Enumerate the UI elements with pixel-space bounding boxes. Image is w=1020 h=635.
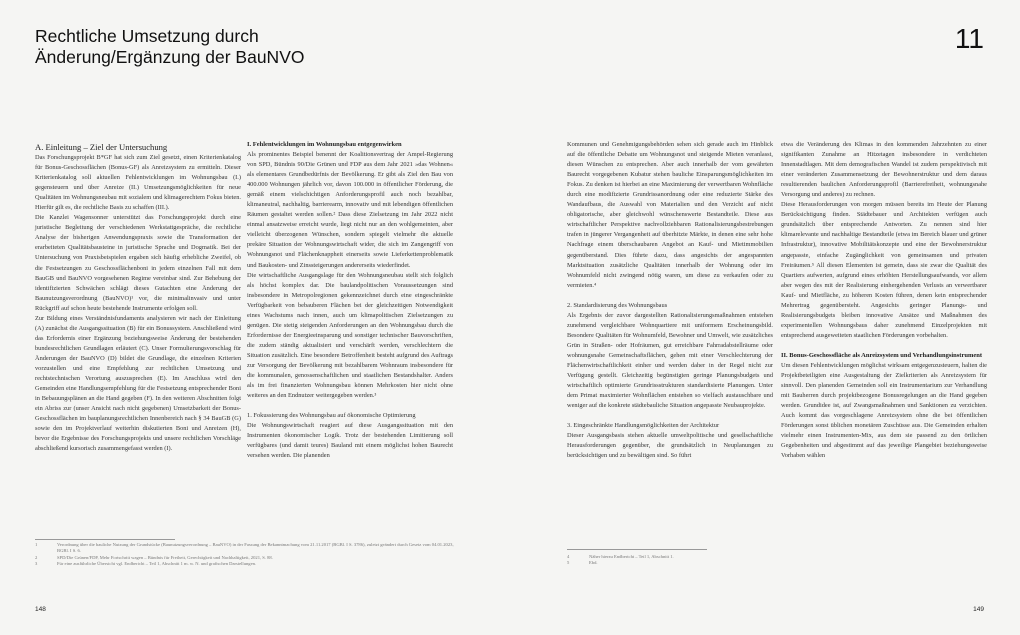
section-heading-ii: II. Bonus-Geschossfläche als Anreizsystem und Verhandlungsinstrument	[781, 351, 983, 359]
footnote	[35, 542, 455, 555]
paragraph: Zur Bildung eines Verständnisfundaments analysieren wir nach der Einleitung (A) zunächst die Ausgangssituation (B) für ein Bonussystem. Anschließend wird das Erfordernis einer Ergänzung beziehungsweise Änderung der bestehenden bundesrechtlichen Grundlagen erläutert (C). Unser Formulierungsvorschlag für Änderungen der BauNVO (D) bildet die Grundlage, die einzelnen Kriterien vorzustellen und eine Empfehlung zur rechtlichen Umsetzung und rechtstechnischen Verortung auszusprechen (E). Im Anschluss wird den Gemeinden eine Handlungsempfehlung für die Festsetzung entsprechender Boni in Bebauungsplänen an die Hand gegeben (F). In den weiteren Abschnitten folgt ein Abriss zur (unser Ansicht nach nicht gegebenen) Umsetzbarkeit der Bonus-Geschossflächen im bauplanungsrechtlichen Innenbereich nach § 34 BauGB (G) sowie den im Projektverlauf weiterhin diskutierten Boni und Anreizen (H), bevor die Ergebnisse des Forschungsprojekts und unsere rechtlichen Vorschläge abschließend kursorisch zusammengefasst werden (I).	[35, 314, 241, 453]
section-heading-a: A. Einleitung – Ziel der Untersuchung	[35, 142, 168, 152]
footnote-text: Ebd.	[589, 560, 598, 566]
footnote-number: 4	[567, 554, 570, 559]
footnotes-right	[567, 554, 773, 567]
subsection-heading-2: 2. Standardisierung des Wohnungsbaus	[567, 301, 668, 309]
page-number-left: 148	[35, 606, 46, 613]
section-heading-i: I. Fehlentwicklungen im Wohnungsbau entgegenwirken	[247, 141, 402, 148]
paragraph: Die Kanzlei Wagensonner unterstützt das Forschungsprojekt durch eine juristische Begleitung der verschiedenen Werkstattgespräche, die rechtliche Analyse der bisherigen Anwendungspraxis sowie die Transformation der erarbeiteten Qualitätsbausteine in juristische Sprache und Dogmatik. Bei der Untersuchung von Praxisbeispielen ergaben sich häufig erhebliche Zweifel, ob die Festsetzungen zu Geschossflächenboni in jedem einzelnen Fall mit dem BauGB und BauNVO vorgesehenen Regime vereinbar sind. Zur Behebung der identifizierten Schwächen schlägt dieses Gutachten eine Änderung der Baunutzungsverordnung (BauNVO)¹ vor, die minimalinvasiv und unter Rückgriff auf schon heute bestehende Instrumente erfolgen soll.	[35, 214, 241, 312]
text-column-1	[35, 142, 241, 454]
paragraph: etwa die Veränderung des Klimas in den kommenden Jahrzehnten zu einer signifikanten Zunahme an Hitzetagen insbesondere in verdichteten Innenstadtlagen. Mit dem demografischen Wandel ist zudem perspektivisch mit einer veränderten Zusammensetzung der Bewohnerstruktur und dem daraus resultierenden baulichen Anforderungsprofil (Barrierefreiheit, wohnungsnahe Versorgung und anderes) zu rechnen.	[781, 141, 987, 199]
footnote	[35, 561, 455, 567]
text-column-4	[781, 140, 987, 461]
subsection-heading-1: 1. Fokussierung des Wohnungsbau auf ökonomische Optimierung	[247, 412, 416, 420]
paragraph: Als Ergebnis der zuvor dargestellten Rationalisierungsmaßnahmen entstehen zunehmend vergleichbare Wohnquartiere mit uniformem Erscheinungsbild. Besondere Qualitäten für Wohnumfeld, Bewohner und Umwelt, wie zusätzliches Grün in Straßen- oder Hofräumen, gut erreichbare Fahrradabstellräume oder wohnungsnahe Gemeinschaftsflächen, gehen mit einer Verschlechterung der Flächenwirtschaftlichkeit einher und werden daher in der Regel nicht zur Verfügung gestellt. Gleichzeitig begünstigten geringe Planungsbudgets und wirtschaftlich optimierte Grundrissstrukturen standardisierte Planungen. Unter dem Primat maximierter Wohnflächen entstehen so vielfach austauschbare und weniger auf die konkrete städtebauliche Situation angepasste Neubauprojekte.	[567, 311, 773, 410]
footnotes-left	[35, 542, 455, 568]
footnote-text: Für eine ausführliche Übersicht vgl. Endbericht – Teil 1, Abschnitt 1 m. w. N. und grafischen Darstellungen.	[57, 561, 257, 567]
footnote-number: 2	[35, 554, 38, 560]
chapter-title-line-1: Rechtliche Umsetzung durch	[35, 26, 259, 46]
page-number-right: 149	[973, 606, 984, 613]
paragraph: Um diesen Fehlentwicklungen möglichst wirksam entgegenzusteuern, halten die Projektbeteiligten eine Ausgestaltung der Zielkriterien als Anreizsystem für sinnvoll. Den planenden Gemeinden soll ein Instrumentarium zur Verhandlung mit Bauherren durch projektbezogene Bonusregelungen an die Hand gegeben werden. Grundidee ist, auf Zwangsmaßnahmen und Sanktionen zu verzichten. Auch kommt das vorgeschlagene Anreizsystem ohne die bei öffentlichen Förderungen sonst üblichen monetären Zuschüsse aus. Die Gemeinden erhalten vielmehr einen Instrumenten-Mix, aus dem sie passend zu den örtlichen Gegebenheiten und abgestimmt auf das jeweilige Plangebiet beziehungsweise Vorhaben wählen	[781, 361, 987, 460]
footnote-text: Näher hierzu Endbericht – Teil 1, Abschnitt 1.	[589, 554, 674, 559]
chapter-title	[35, 26, 304, 68]
footnote-number: 3	[35, 561, 38, 567]
text-column-2	[247, 140, 453, 461]
subsection-heading-3: 3. Eingeschränkte Handlungsmöglichkeiten der Architektur	[567, 422, 720, 430]
paragraph: Kommunen und Genehmigungsbehörden sehen sich gerade auch im Hinblick auf die öffentliche Debatte um Wohnungsnot und steigende Mieten veranlasst, diesen Wünschen zu entsprechen. Aber auch innerhalb der vom gewährten Baurecht vorgegebenen Kubatur stehen bauliche Einsparungsmöglichkeiten im Fokus. Zu denken ist hierbei an eine Maximierung der verwertbaren Wohnfläche durch eine modifizierte Grundrissanordnung oder eine reduzierte Stärke des Wandaufbaus, die Auswahl von Materialien und den Verzicht auf nicht obligatorische, aber gleichwohl wünschenswerte Bestandteile. Diese aus wirtschaftlicher Perspektive nachvollziehbaren Rationalisierungsbestrebungen trafen in jüngerer Vergangenheit auf überhitzte Märkte, in denen eine sehr hohe Nachfrage einem überschaubaren Angebot an Kauf- und Mietimmobilien gegenüberstand. Dies führte dazu, dass angesichts der angespannten Marktsituation zusätzliche Qualitäten innerhalb der Wohnung oder im Wohnumfeld nicht zwingend nötig waren, um diese zu verkaufen oder zu vermieten.⁴	[567, 141, 773, 289]
footnote-divider	[567, 549, 707, 550]
paragraph: Als prominentes Beispiel benennt der Koalitionsvertrag der Ampel-Regierung von SPD, Bündnis 90/Die Grünen und FDP aus dem Jahr 2021 »das Wohnen« als elementares Grundbedürfnis der Bevölkerung. Er gibt als Ziel den Bau von 400.000 Wohnungen jährlich vor, davon 100.000 in öffentlicher Förderung, die gemäß einem vielschichtigen Anforderungsprofil auch noch bezahlbar, klimaneutral, nachhaltig, barrierearm, innovativ und mit lebendigen öffentlichen Räumen gestaltet werden sollen.² Dass diese Zielsetzung im Jahr 2022 nicht einmal ansatzweise erreicht wurde, liegt nicht nur an den wohlgemeinten, aber vielleicht überzogenen Wünschen, sondern spiegelt vielmehr die aktuelle prekäre Situation der Wohnungswirtschaft wider, die sich im Zangengriff von Wohnungsnot und Flächenknappheit einerseits sowie Lieferkettenproblematik und Baukosten- und Zinssteigerungen andererseits wiederfindet.	[247, 151, 453, 269]
paragraph: Das Forschungsprojekt B*GF hat sich zum Ziel gesetzt, einen Kriterienkatalog für Bonus-Geschossflächen (Bonus-GF) als Anreizsystem zu ermitteln. Dieser Kriterienkatalog soll aktuellen Fehlentwicklungen im Wohnungsbau (I.) gegensteuern und über Anreize (II.) Umsetzungsmöglichkeiten für neue Qualitäten im Wohnungsneubau mit sozialem und klimagerechtem Fokus bieten. Hierfür gilt es, die rechtliche Basis zu schaffen (III.).	[35, 154, 241, 212]
paragraph: Diese Herausforderungen von morgen müssen bereits im Heute der Planung Berücksichtigung finden. Städtebauer und Architekten verfügen auch grundsätzlich über entsprechende Antworten. Zu nennen sind hier klimarelevante und nachhaltige Bestandteile (etwa im Bereich blauer und grüner Infrastruktur), innovative Mobilitätskonzepte und eine der Bewohnerstruktur angepasste, einfache Zugänglichkeit von gemeinsamen und privaten Freiräumen.⁵ All diesen Elementen ist gemein, dass sie zwar die Qualität des Quartiers aufwerten, aufgrund eines erhöhten Herstellungsaufwands, vor allem aber wegen des mit der Realisierung einhergehenden Verlusts an verwertbarer Kauf- und Mietfläche, zu höheren Kosten führen, denen kein entsprechender Mehrertrag gegenübersteht. Angesichts geringer Planungs- und Realisierungsbudgets bleiben innovative Ansätze und Maßnahmen des experimentellen Wohnungsbaus daher zunehmend Einzelprojekten mit entsprechend ausgeweiteten staatlichen Förderungen vorbehalten.	[781, 201, 987, 339]
footnote-text: SPD/Die Grünen/FDP, Mehr Fortschritt wagen – Bündnis für Freiheit, Gerechtigkeit und Nachhaltigkeit, 2021, S. 88.	[57, 554, 273, 560]
footnote-number: 5	[567, 560, 570, 566]
chapter-number: 11	[954, 23, 984, 54]
paragraph: Die Wohnungswirtschaft reagiert auf diese Ausgangssituation mit den Instrumenten ökonomischer Logik. Trotz der bestehenden Limitierung soll verfügbares (und damit teures) Bauland mit einem möglichst hohen Baurecht versehen werden. Die planenden	[247, 422, 453, 460]
footnote-text: Verordnung über die bauliche Nutzung der Grundstücke (Baunutzungsverordnung – BauNVO) in der Fassung der Bekanntmachung vom 21.11.2017 (BGBl. I S. 3786), zuletzt geändert durch Gesetz vom 04.01.2023, BGBl. I S. 6.	[57, 542, 454, 554]
footnote-number: 1	[35, 542, 38, 547]
text-column-3	[567, 140, 773, 461]
footnote-divider	[35, 539, 175, 540]
paragraph: Die wirtschaftliche Ausgangslage für den Wohnungsneubau stellt sich folglich als höchst komplex dar. Die baulandpolitischen Voraussetzungen sind insbesondere in Metropolregionen gekennzeichnet durch eine eingeschränkte Verfügbarkeit von bebauberen Flächen bei der gleichzeitigen Notwendigkeit eines Wachstums nach innen, auch um klimapolitischen Zielsetzungen zu genügen. Die stetig steigenden Anforderungen an den Wohnungsbau durch die Erfordernisse der Energieeinsparung und sonstiger technischer Bauvorschriften, die zudem ständig aktualisiert und verschärft werden, verschlechtern die Situation zusätzlich. Eine besondere Betroffenheit besteht aufgrund des Auftrags zur Versorgung der Bevölkerung mit bezahlbarem Wohnraum insbesondere für die kommunalen, genossenschaftlichen und staatlichen Bestandshalter. Anders als im frei finanzierten Wohnungsbau können Mehrkosten hier nicht ohne weiteres an den Endnutzer weitergegeben werden.³	[247, 271, 453, 400]
footnote	[567, 560, 773, 566]
paragraph: Dieser Ausgangsbasis stehen aktuelle umweltpolitische und gesellschaftliche Herausforderungen gegenüber, die grundsätzlich in Neuplanungen zu berücksichtigen und zu bewältigen sind. So führt	[567, 432, 773, 460]
chapter-title-line-2: Änderung/Ergänzung der BauNVO	[35, 47, 305, 67]
